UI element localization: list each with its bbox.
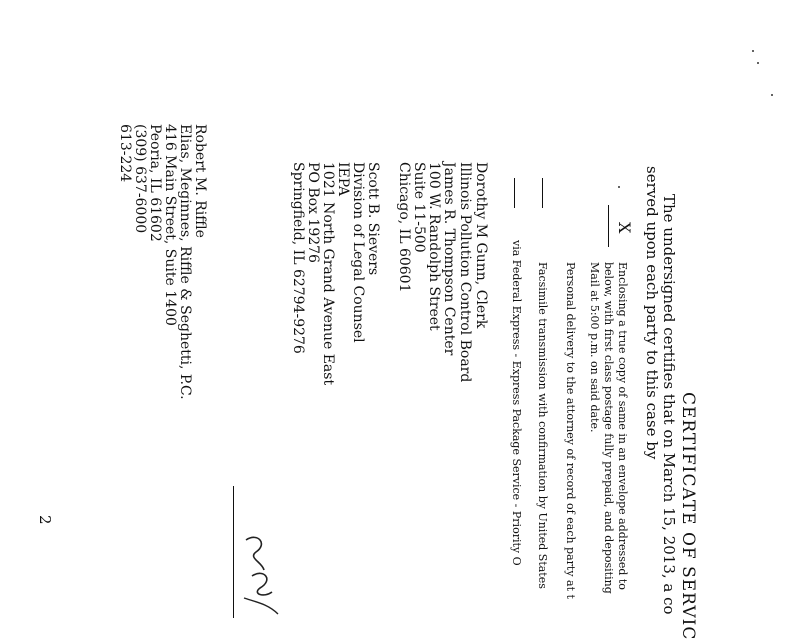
certificate-title: CERTIFICATE OF SERVIC: [678, 392, 698, 640]
sender-line-4: Peoria, IL 61602: [147, 124, 163, 242]
option-3-line-1: Facsimile transmission with confirmation by United States: [536, 262, 549, 589]
sender-line-2: Elias, Meginnes, Riffle & Seghetti, P.C.: [177, 124, 193, 400]
scan-speck: [618, 186, 620, 188]
option-1-line-2: below, with first class postage fully prepaid, and depositing: [602, 262, 615, 594]
recipient-1-line-1: Dorothy M Gunn, Clerk: [473, 162, 489, 329]
recipient-2-line-2: Division of Legal Counsel: [350, 162, 366, 343]
option-4-line-1: via Federal Express - Express Package Service - Priority O: [510, 240, 523, 566]
recipient-1-line-4: 100 W. Randolph Street: [426, 162, 442, 331]
intro-line-2: served upon each party to this case by: [643, 166, 661, 460]
page-number: 2: [36, 515, 54, 525]
recipient-1-line-2: Illinois Pollution Control Board: [457, 162, 473, 383]
recipient-1-line-3: James R. Thompson Center: [441, 162, 457, 356]
option-3-blank-line: [542, 178, 543, 208]
scan-speck: [752, 50, 754, 52]
option-1-line-3: Mail at 5:00 p.m. on said date.: [588, 262, 601, 433]
recipient-1-line-6: Chicago, IL 60601: [396, 162, 412, 293]
sender-line-3: 416 Main Street, Suite 1400: [162, 124, 178, 326]
recipient-2-line-3: IEPA: [335, 162, 351, 196]
recipient-2-line-6: Springfield, IL 62794-9276: [290, 162, 306, 354]
sender-line-1: Robert M. Riffle: [192, 124, 208, 238]
signature-image: [234, 518, 284, 618]
option-1-line-1: Enclosing a true copy of same in an envelope addressed to: [616, 262, 629, 590]
intro-line-1: The undersigned certifies that on March 15, 2013, a co: [660, 194, 678, 615]
recipient-1-line-5: Suite 11-500: [411, 162, 427, 253]
recipient-2-line-1: Scott B. Sievers: [365, 162, 381, 276]
option-4-blank-line: [514, 178, 515, 208]
scan-speck: [757, 62, 759, 64]
recipient-2-line-4: 1021 North Grand Avenue East: [320, 162, 336, 386]
option-1-mark: X: [615, 222, 634, 234]
recipient-2-line-5: PO Box 19276: [305, 162, 321, 263]
sender-line-6: 613-224: [117, 124, 133, 183]
scan-speck: [771, 94, 773, 96]
option-2-line-1: Personal delivery to the attorney of record of each party at t: [564, 262, 577, 599]
sender-line-5: (309) 637-6000: [132, 124, 148, 234]
option-1-blank-line: [608, 205, 609, 247]
